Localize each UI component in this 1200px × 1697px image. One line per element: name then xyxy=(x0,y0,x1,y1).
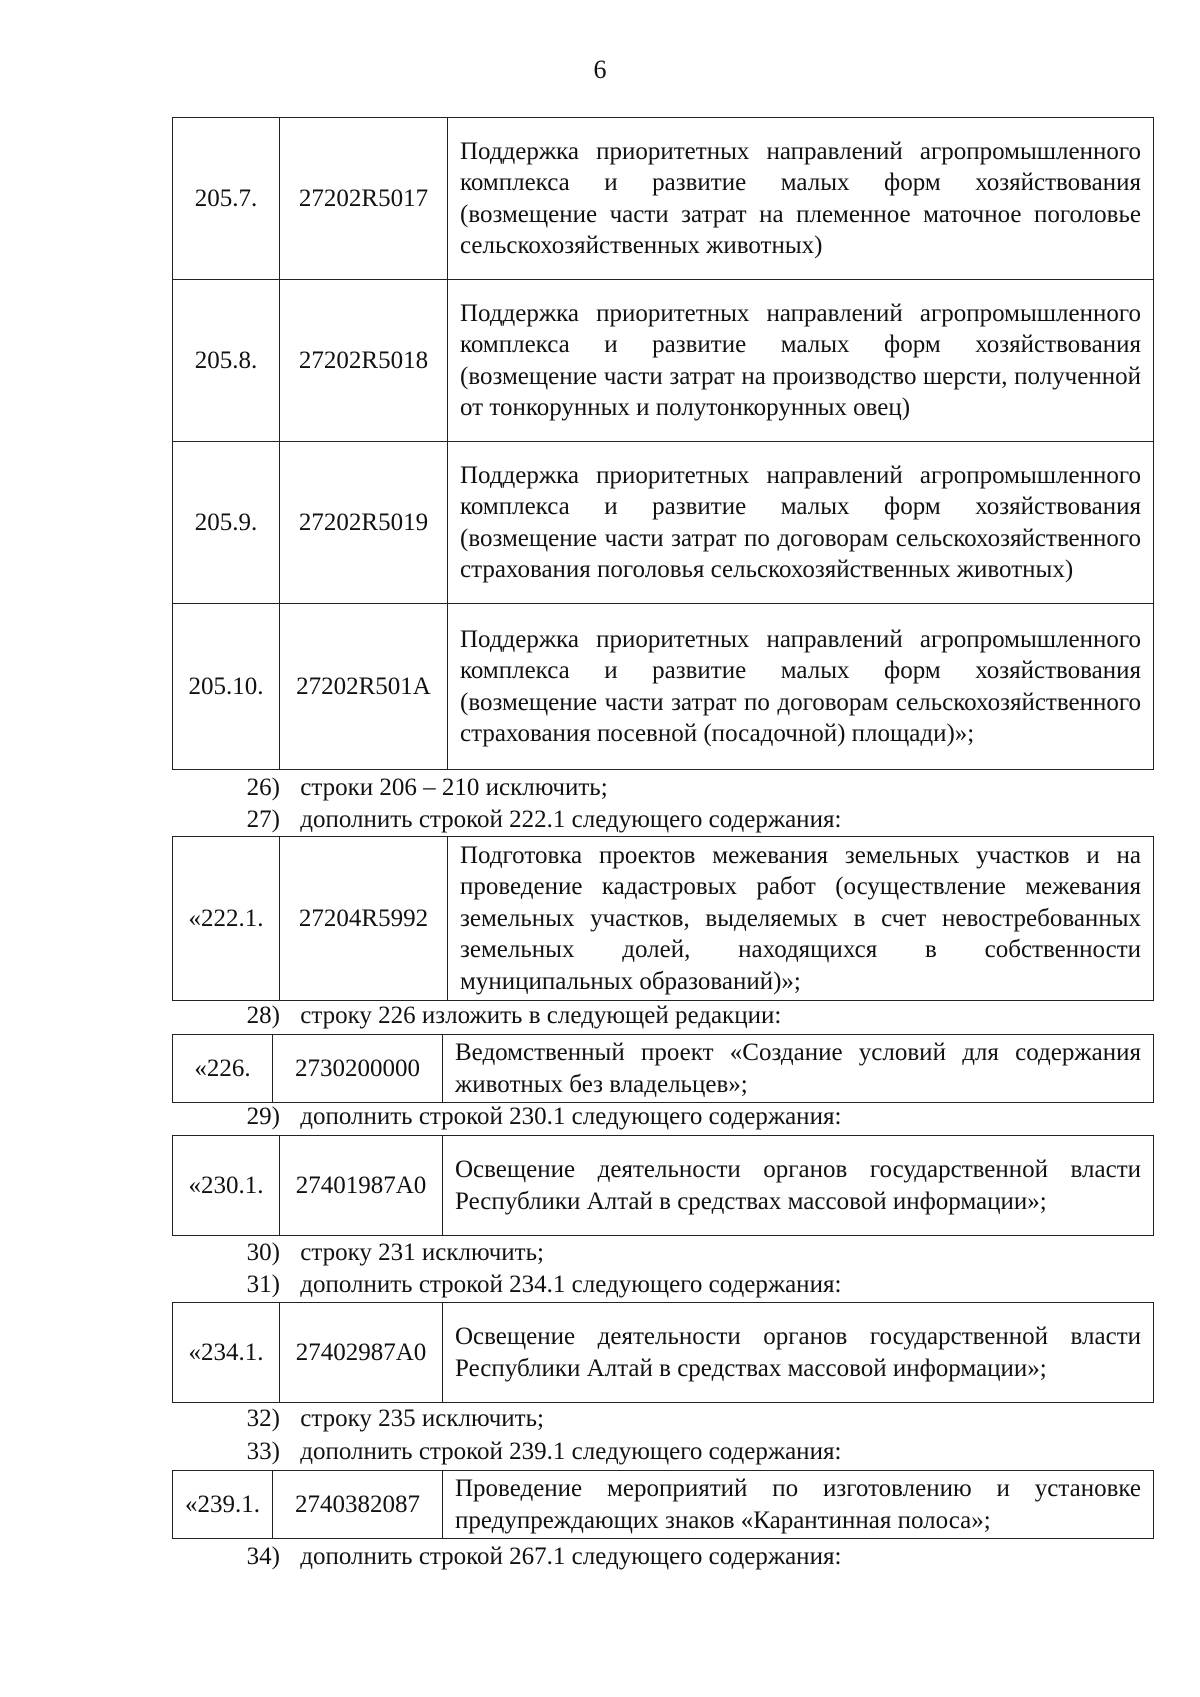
table-row xyxy=(173,118,1154,280)
item-text: строку 231 исключить; xyxy=(300,1239,544,1266)
item-marker: 26) xyxy=(246,774,280,801)
item-marker: 32) xyxy=(246,1405,280,1432)
row-number: «239.1. xyxy=(173,1471,273,1539)
item-text: дополнить строкой 239.1 следующего содержания: xyxy=(300,1438,842,1465)
table-row xyxy=(173,280,1154,442)
budget-table-1 xyxy=(172,117,1154,770)
budget-code: 27402987A0 xyxy=(280,1303,443,1403)
list-item-26 xyxy=(232,772,608,803)
budget-table-239-1 xyxy=(172,1470,1154,1539)
table-row xyxy=(173,604,1154,770)
page-number: 6 xyxy=(593,55,607,84)
table-row xyxy=(173,837,1154,1001)
item-marker: 29) xyxy=(246,1103,280,1130)
table-row xyxy=(173,1035,1154,1103)
row-number: 205.8. xyxy=(173,280,280,442)
row-number: «226. xyxy=(173,1035,273,1103)
item-text: дополнить строкой 267.1 следующего содержания: xyxy=(300,1543,842,1570)
row-description: Проведение мероприятий по изготовлению и установке предупреждающих знаков «Карантинная полоса»; xyxy=(443,1471,1154,1539)
row-number: 205.10. xyxy=(173,604,280,770)
budget-table-226 xyxy=(172,1034,1154,1103)
item-marker: 33) xyxy=(246,1438,280,1465)
budget-code: 2740382087 xyxy=(273,1471,443,1539)
budget-code: 27401987A0 xyxy=(280,1136,443,1236)
list-item-34 xyxy=(232,1541,841,1572)
row-description: Подготовка проектов межевания земельных участков и на проведение кадастровых работ (осуществление межевания земельных участков, выделяемых в счет невостребованных земельных долей, находящихся в собственности муниципальных образований)»; xyxy=(448,837,1154,1001)
row-description: Поддержка приоритетных направлений агропромышленного комплекса и развитие малых форм хозяйствования (возмещение части затрат по договорам сельскохозяйственного страхования поголовья сельскохозяйственных животных) xyxy=(448,442,1154,604)
table-row xyxy=(173,1136,1154,1236)
budget-table-230-1 xyxy=(172,1135,1154,1236)
item-marker: 27) xyxy=(246,806,280,833)
row-number: «234.1. xyxy=(173,1303,280,1403)
budget-code: 27204R5992 xyxy=(280,837,448,1001)
budget-table-234-1 xyxy=(172,1302,1154,1403)
row-number: «230.1. xyxy=(173,1136,280,1236)
row-number: 205.9. xyxy=(173,442,280,604)
row-number: «222.1. xyxy=(173,837,280,1001)
budget-code: 27202R501A xyxy=(280,604,448,770)
table-row xyxy=(173,1303,1154,1403)
item-text: дополнить строкой 234.1 следующего содержания: xyxy=(300,1271,842,1298)
list-item-28 xyxy=(232,1000,781,1031)
row-description: Освещение деятельности органов государственной власти Республики Алтай в средствах массовой информации»; xyxy=(443,1303,1154,1403)
item-text: строку 226 изложить в следующей редакции: xyxy=(300,1002,782,1029)
list-item-31 xyxy=(232,1269,841,1300)
list-item-27 xyxy=(232,804,841,835)
row-number: 205.7. xyxy=(173,118,280,280)
item-marker: 34) xyxy=(246,1543,280,1570)
budget-table-222-1 xyxy=(172,836,1154,1001)
list-item-32 xyxy=(232,1403,544,1434)
item-marker: 30) xyxy=(246,1239,280,1266)
row-description: Ведомственный проект «Создание условий для содержания животных без владельцев»; xyxy=(443,1035,1154,1103)
budget-code: 27202R5018 xyxy=(280,280,448,442)
item-text: строки 206 – 210 исключить; xyxy=(300,774,608,801)
row-description: Поддержка приоритетных направлений агропромышленного комплекса и развитие малых форм хозяйствования (возмещение части затрат на производство шерсти, полученной от тонкорунных и полутонкорунных овец) xyxy=(448,280,1154,442)
table-row xyxy=(173,1471,1154,1539)
budget-code: 27202R5019 xyxy=(280,442,448,604)
list-item-33 xyxy=(232,1436,841,1467)
budget-code: 2730200000 xyxy=(273,1035,443,1103)
row-description: Поддержка приоритетных направлений агропромышленного комплекса и развитие малых форм хозяйствования (возмещение части затрат на племенное маточное поголовье сельскохозяйственных животных) xyxy=(448,118,1154,280)
item-marker: 28) xyxy=(246,1002,280,1029)
item-text: дополнить строкой 230.1 следующего содержания: xyxy=(300,1103,842,1130)
item-text: дополнить строкой 222.1 следующего содержания: xyxy=(300,806,842,833)
row-description: Поддержка приоритетных направлений агропромышленного комплекса и развитие малых форм хозяйствования (возмещение части затрат по договорам сельскохозяйственного страхования посевной (посадочной) площади)»; xyxy=(448,604,1154,770)
list-item-29 xyxy=(232,1101,841,1132)
budget-code: 27202R5017 xyxy=(280,118,448,280)
row-description: Освещение деятельности органов государственной власти Республики Алтай в средствах массовой информации»; xyxy=(443,1136,1154,1236)
table-row xyxy=(173,442,1154,604)
item-marker: 31) xyxy=(246,1271,280,1298)
item-text: строку 235 исключить; xyxy=(300,1405,544,1432)
list-item-30 xyxy=(232,1237,544,1268)
